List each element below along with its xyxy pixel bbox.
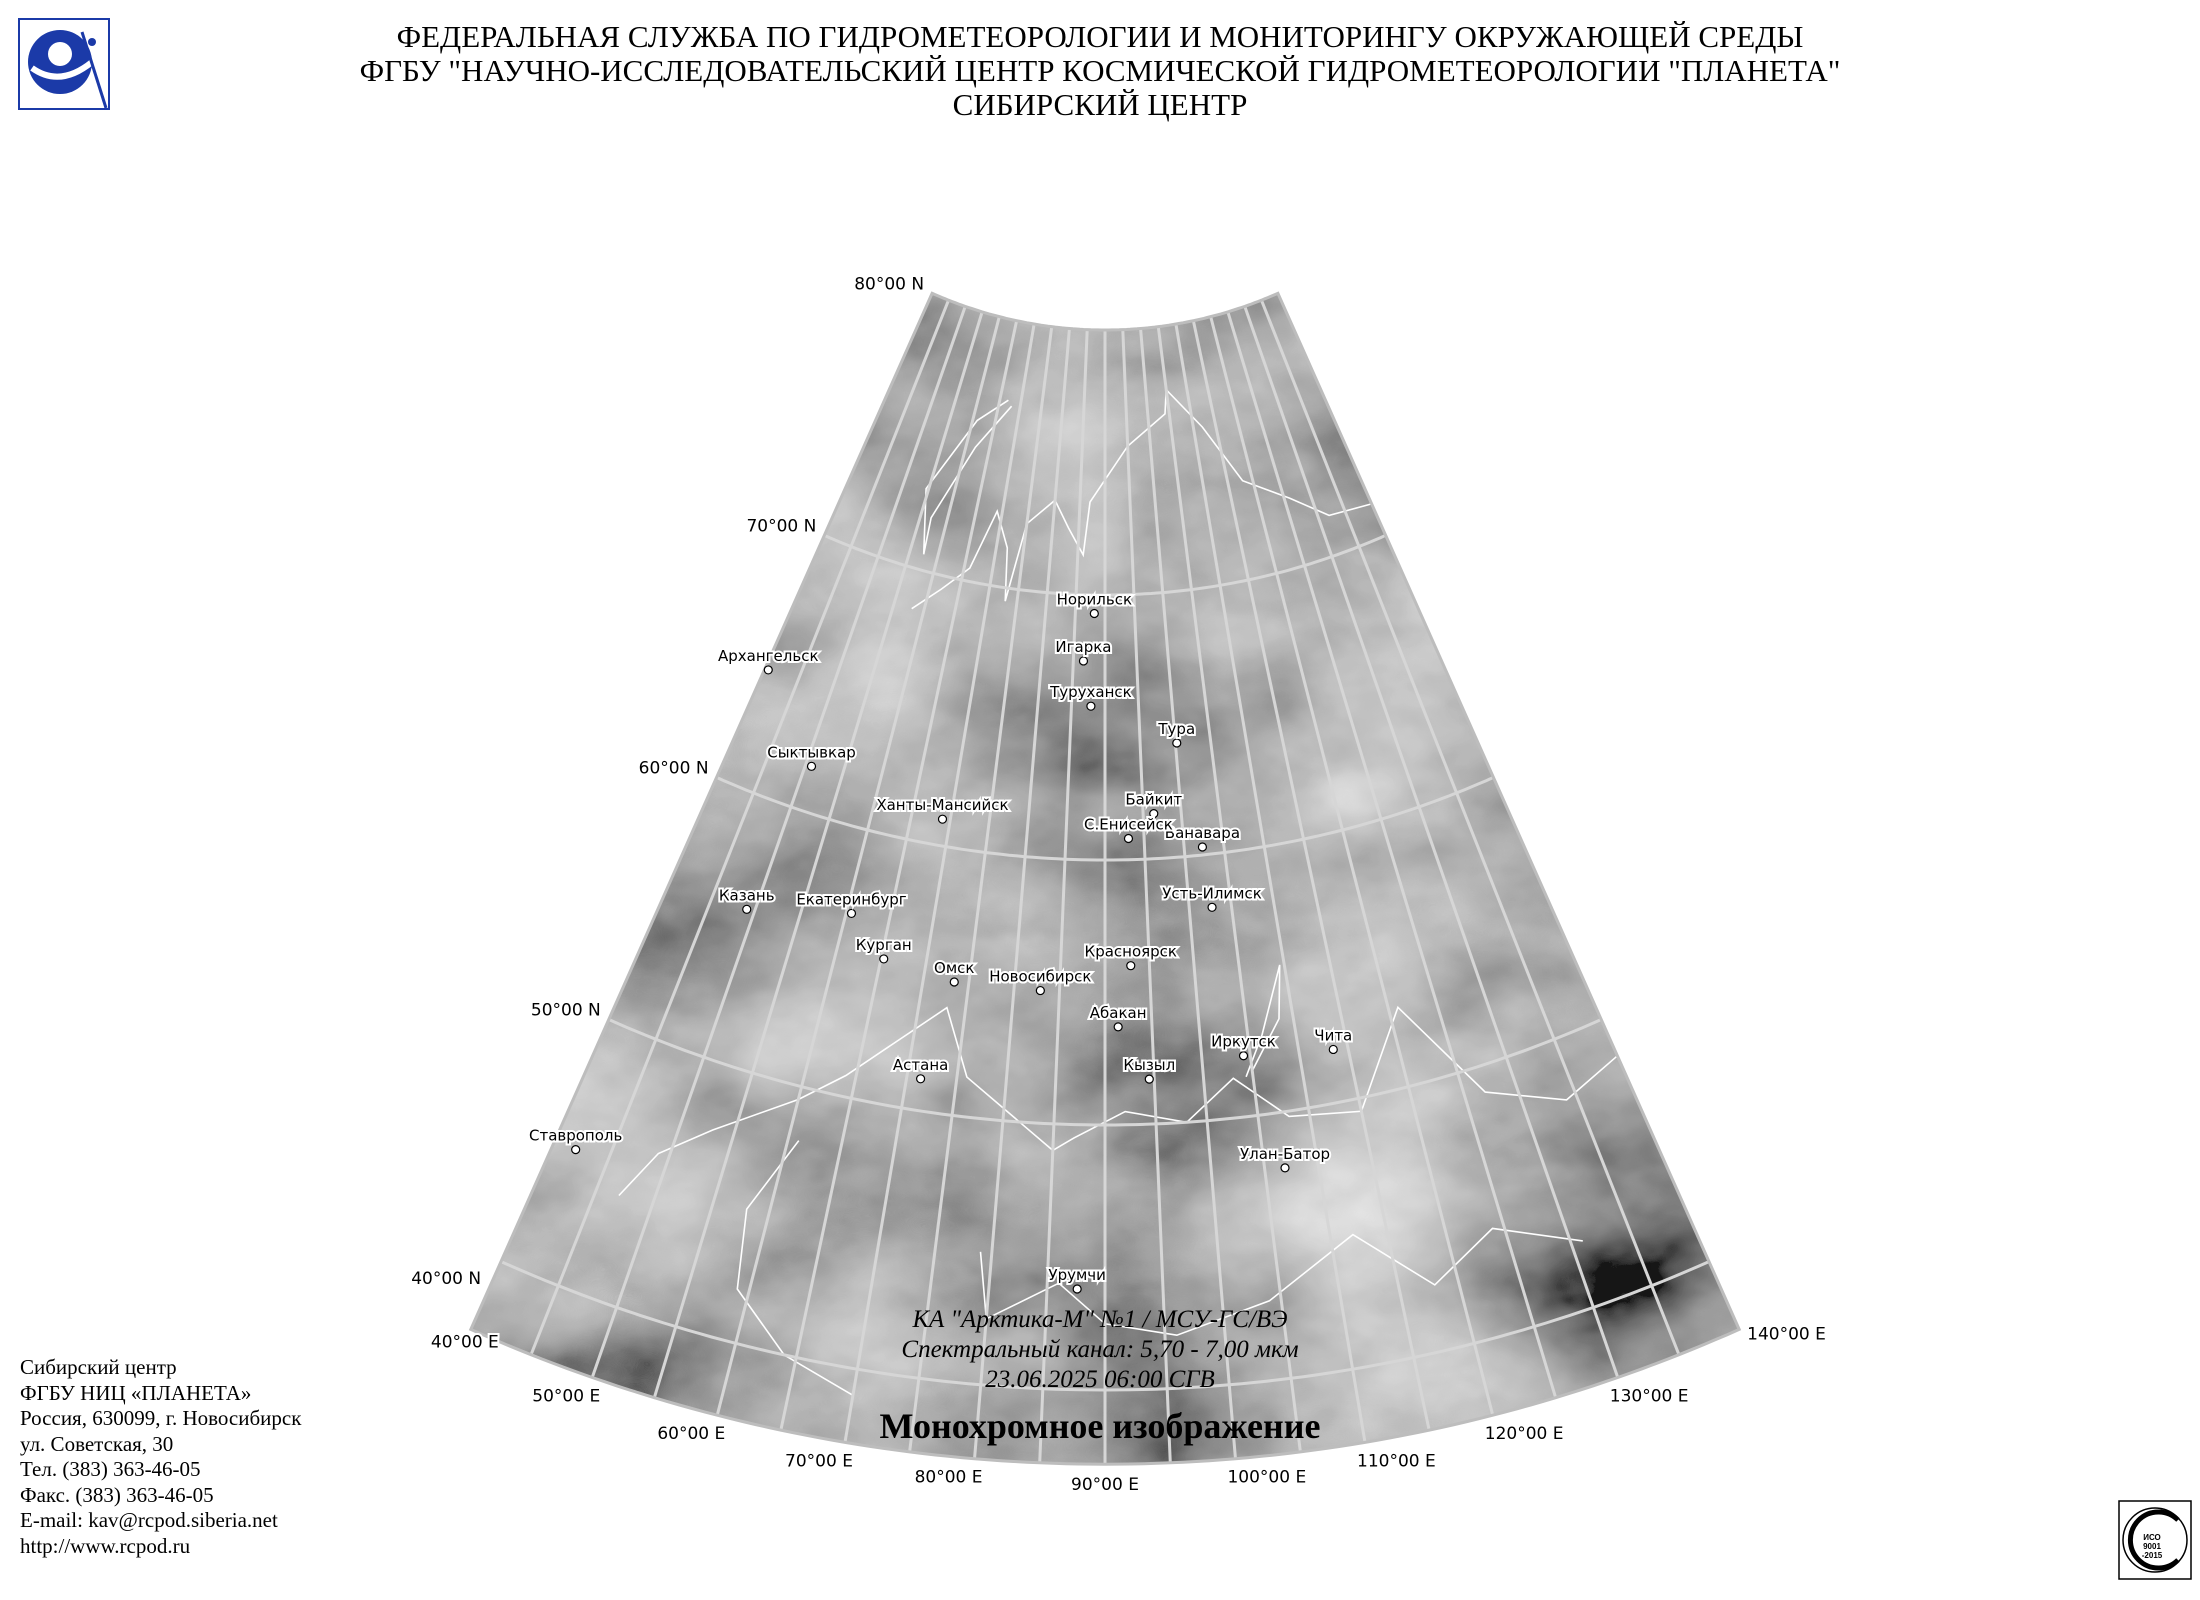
- city-label: Курган: [855, 935, 912, 954]
- city-label: Игарка: [1055, 637, 1112, 656]
- latitude-label: 80°00 N: [854, 274, 925, 295]
- svg-text:-2015: -2015: [2141, 1551, 2163, 1560]
- website-link[interactable]: http://www.rcpod.ru: [20, 1533, 191, 1558]
- image-title: Монохромное изображение: [879, 1406, 1321, 1446]
- city-label: Архангельск: [718, 646, 819, 665]
- city-label: Кызыл: [1123, 1056, 1176, 1075]
- city-marker: [1173, 739, 1181, 747]
- city-marker: [1145, 1075, 1153, 1083]
- city-label: Абакан: [1089, 1003, 1147, 1022]
- email-link[interactable]: E-mail: kav@rcpod.siberia.net: [20, 1508, 278, 1532]
- latitude-label: 70°00 N: [746, 516, 817, 537]
- caption-satellite: КА "Арктика-М" №1 / МСУ-ГС/ВЭ: [912, 1306, 1288, 1333]
- city-marker: [880, 955, 888, 963]
- longitude-label: 50°00 E: [532, 1386, 601, 1407]
- address-line: ФГБУ НИЦ «ПЛАНЕТА»: [20, 1380, 252, 1405]
- city-marker: [808, 762, 816, 770]
- city-marker: [1090, 609, 1098, 617]
- city-label: Усть-Илимск: [1162, 884, 1262, 903]
- city-label: Ханты-Мансийск: [876, 796, 1009, 815]
- address-line: ул. Советская, 30: [20, 1431, 174, 1456]
- city-label: Астана: [892, 1055, 949, 1074]
- longitude-label: 110°00 E: [1357, 1451, 1436, 1472]
- header-line-2: ФГБУ "НАУЧНО-ИССЛЕДОВАТЕЛЬСКИЙ ЦЕНТР КОСМИЧЕСКОЙ ГИДРОМЕТЕОРОЛОГИИ "ПЛАНЕТА": [359, 53, 1841, 88]
- city-label: Туруханск: [1050, 683, 1132, 702]
- city-marker: [1079, 657, 1087, 665]
- city-marker: [743, 905, 751, 913]
- longitude-label: 140°00 E: [1747, 1324, 1826, 1345]
- longitude-label: 120°00 E: [1484, 1424, 1564, 1445]
- city-marker: [917, 1075, 925, 1083]
- header-line-1: ФЕДЕРАЛЬНАЯ СЛУЖБА ПО ГИДРОМЕТЕОРОЛОГИИ И МОНИТОРИНГУ ОКРУЖАЮЩЕЙ СРЕДЫ: [396, 19, 1804, 54]
- city-label: Красноярск: [1084, 942, 1178, 961]
- city-marker: [1240, 1052, 1248, 1060]
- city-marker: [1281, 1164, 1289, 1172]
- city-marker: [1087, 702, 1095, 710]
- city-marker: [1198, 843, 1206, 851]
- iso-badge-icon: [2118, 1500, 2192, 1580]
- city-marker: [1127, 962, 1135, 970]
- city-label: С.Енисейск: [1084, 815, 1173, 834]
- city-label: Норильск: [1056, 590, 1133, 609]
- latitude-label: 40°00 N: [411, 1269, 482, 1290]
- longitude-label: 130°00 E: [1609, 1386, 1689, 1407]
- address-line: Россия, 630099, г. Новосибирск: [20, 1406, 302, 1430]
- city-marker: [950, 978, 958, 986]
- svg-text:9001: 9001: [2143, 1542, 2161, 1551]
- city-marker: [572, 1146, 580, 1154]
- city-label: Улан-Батор: [1239, 1144, 1331, 1163]
- city-label: Новосибирск: [989, 967, 1092, 986]
- longitude-label: 100°00 E: [1227, 1467, 1307, 1488]
- contact-address: [20, 1355, 301, 1559]
- address-line: Сибирский центр: [20, 1355, 177, 1379]
- city-marker: [1329, 1045, 1337, 1053]
- latitude-label: 60°00 N: [638, 758, 709, 779]
- city-marker: [1124, 835, 1132, 843]
- city-marker: [1114, 1023, 1122, 1031]
- city-label: Тура: [1158, 719, 1196, 738]
- city-marker: [1208, 903, 1216, 911]
- longitude-label: 80°00 E: [914, 1467, 983, 1488]
- longitude-label: 70°00 E: [785, 1451, 853, 1472]
- latitude-label: 50°00 N: [530, 1000, 601, 1021]
- city-label: Ставрополь: [528, 1126, 623, 1145]
- caption-channel: Спектральный канал: 5,70 - 7,00 мкм: [901, 1336, 1299, 1363]
- longitude-label: 40°00 E: [430, 1332, 499, 1353]
- longitude-label: 60°00 E: [657, 1424, 726, 1445]
- svg-text:ИСО: ИСО: [2143, 1533, 2161, 1542]
- city-label: Казань: [718, 886, 775, 905]
- city-label: Ванавара: [1164, 824, 1241, 843]
- city-marker: [1073, 1285, 1081, 1293]
- caption-datetime: 23.06.2025 06:00 СГВ: [985, 1366, 1215, 1393]
- header-line-3: СИБИРСКИЙ ЦЕНТР: [952, 87, 1248, 122]
- city-marker: [764, 666, 772, 674]
- city-label: Иркутск: [1211, 1032, 1276, 1051]
- address-line: Факс. (383) 363-46-05: [20, 1482, 214, 1507]
- city-label: Омск: [934, 959, 975, 978]
- address-line: Тел. (383) 363-46-05: [20, 1457, 201, 1481]
- city-label: Урумчи: [1048, 1266, 1106, 1285]
- city-marker: [847, 909, 855, 917]
- city-label: Байкит: [1125, 790, 1183, 809]
- city-label: Чита: [1314, 1026, 1353, 1045]
- city-marker: [938, 815, 946, 823]
- longitude-label: 90°00 E: [1071, 1475, 1139, 1496]
- city-label: Екатеринбург: [796, 890, 907, 909]
- city-marker: [1036, 987, 1044, 995]
- city-label: Сыктывкар: [767, 743, 856, 762]
- image-caption: [700, 1305, 1500, 1395]
